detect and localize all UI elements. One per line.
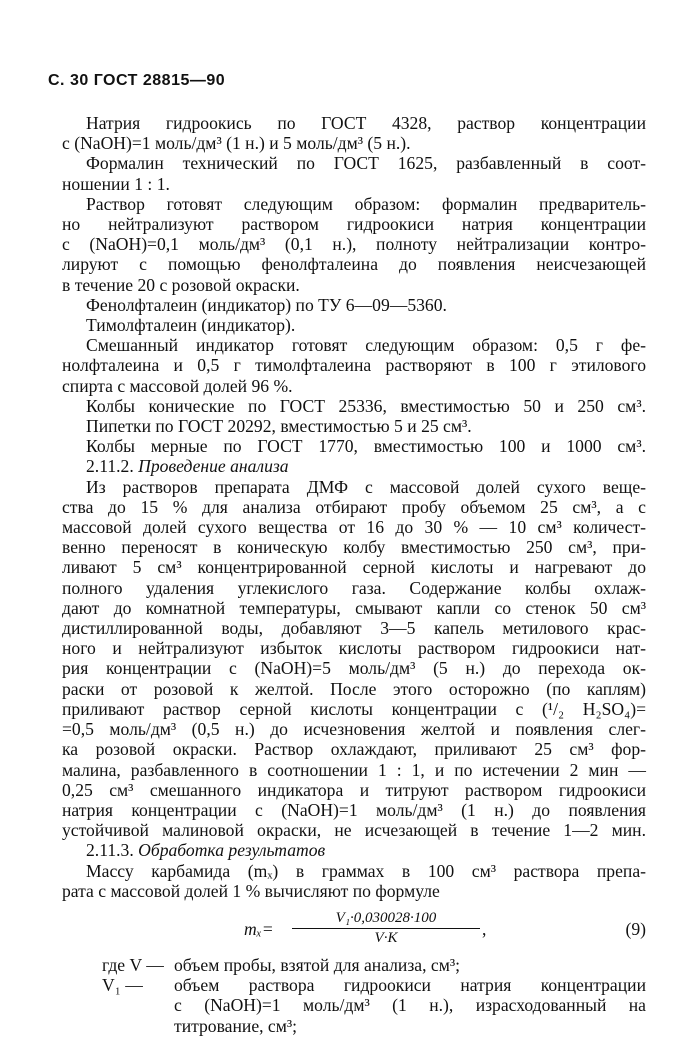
text-line bbox=[62, 840, 646, 860]
legend-text: объем раствора гидроокиси натрия концентрации bbox=[174, 975, 646, 996]
page-header: С. 30 ГОСТ 28815—90 bbox=[48, 72, 226, 89]
text-line: в течение 20 с розовой окраски. bbox=[62, 274, 300, 295]
text-line: рия концентрации c (NaOH)=5 моль/дм³ (5 н.) до перехода ок- bbox=[62, 658, 646, 679]
formula-lhs: mₓ= bbox=[244, 918, 274, 939]
text-line: Натрия гидроокись по ГОСТ 4328, раствор концентрации bbox=[86, 113, 646, 133]
legend-text: c (NaOH)=1 моль/дм³ (1 н.), израсходованный на bbox=[174, 995, 646, 1016]
text-line: дистиллированной воды, добавляют 3—5 капель метилового крас- bbox=[62, 618, 646, 639]
text-line: венно переносят в коническую колбу вместимостью 250 см³, при- bbox=[62, 537, 646, 558]
text-line: ка розовой окраски. Раствор охлаждают, приливают 25 см³ фор- bbox=[62, 739, 646, 760]
text-line: массовой долей сухого вещества от 16 до 30 % — 10 см³ количест- bbox=[62, 517, 646, 538]
text-line: Колбы конические по ГОСТ 25336, вместимостью 50 и 250 см³. bbox=[86, 395, 646, 416]
text-line: приливают раствор серной кислоты концентрации c (¹/₂ H₂SO₄)= bbox=[62, 698, 646, 719]
legend-symbol: где V — bbox=[102, 954, 164, 975]
legend-symbol: V₁ — bbox=[102, 975, 143, 996]
text-line: спирта с массовой долей 96 %. bbox=[62, 375, 293, 396]
formula-9 bbox=[62, 903, 646, 955]
text-line: ношении 1 : 1. bbox=[62, 173, 170, 194]
legend-text: объем пробы, взятой для анализа, см³; bbox=[174, 954, 461, 975]
legend-line bbox=[62, 995, 646, 1015]
text-line: Тимолфталеин (индикатор). bbox=[86, 315, 296, 336]
text-line: 0,25 см³ смешанного индикатора и титруют раствором гидроокиси bbox=[62, 779, 646, 800]
legend-line bbox=[62, 1016, 646, 1036]
text-line: устойчивой малиновой окраски, не исчезающей в течение 1—2 мин. bbox=[62, 820, 646, 841]
section-title: Проведение анализа bbox=[138, 456, 289, 477]
text-line: рата с массовой долей 1 % вычисляют по формуле bbox=[62, 880, 440, 901]
text-line: Массу карбамида (mₓ) в граммах в 100 см³ раствора препа- bbox=[86, 860, 646, 881]
text-lines bbox=[62, 113, 646, 901]
text-line: Пипетки по ГОСТ 20292, вместимостью 5 и 25 см³. bbox=[86, 416, 472, 437]
text-line: дают до комнатной температуры, смывают капли со стенок 50 см³ bbox=[62, 597, 646, 618]
text-line: Фенолфталеин (индикатор) по ТУ 6—09—5360. bbox=[86, 294, 447, 315]
text-line: полного удаления углекислого газа. Содержание колбы охлаж- bbox=[62, 577, 646, 598]
text-line: ного и нейтрализуют избыток кислоты раствором гидроокиси нат- bbox=[62, 638, 646, 659]
formula-comma: , bbox=[482, 918, 487, 939]
section-number: 2.11.2. bbox=[86, 456, 139, 477]
legend-line bbox=[62, 975, 646, 995]
section-title: Обработка результатов bbox=[138, 840, 326, 861]
text-line: Формалин технический по ГОСТ 1625, разбавленный в соот- bbox=[86, 153, 646, 174]
text-line: c (NaOH)=0,1 моль/дм³ (0,1 н.), полноту нейтрализации контро- bbox=[62, 234, 646, 255]
text-line: =0,5 моль/дм³ (0,5 н.) до исчезновения желтой и появления слег- bbox=[62, 719, 646, 740]
legend-text: титрование, см³; bbox=[174, 1015, 298, 1036]
text-line bbox=[62, 456, 646, 476]
text-line: Колбы мерные по ГОСТ 1770, вместимостью 100 и 1000 см³. bbox=[86, 436, 646, 457]
text-line: малина, разбавленного в соотношении 1 : 1, и по истечении 2 мин — bbox=[62, 759, 646, 780]
formula-numerator: V₁·0,030028·100 bbox=[292, 909, 480, 929]
text-line: ства до 15 % для анализа отбирают пробу объемом 25 см³, а с bbox=[62, 496, 646, 517]
text-line: раски от розовой к желтой. После этого осторожно (по каплям) bbox=[62, 678, 646, 699]
legend-line bbox=[62, 955, 646, 975]
text-line: лируют с помощью фенолфталеина до появления неисчезающей bbox=[62, 254, 646, 275]
text-line: c (NaOH)=1 моль/дм³ (1 н.) и 5 моль/дм³ (5 н.). bbox=[62, 133, 411, 154]
formula-fraction bbox=[292, 909, 480, 947]
document-body bbox=[62, 113, 646, 1036]
formula-denominator: V·K bbox=[374, 929, 398, 946]
section-number: 2.11.3. bbox=[86, 840, 139, 861]
formula-legend bbox=[62, 955, 646, 1036]
text-line: Раствор готовят следующим образом: формалин предваритель- bbox=[86, 193, 646, 214]
text-line: ливают 5 см³ концентрированной серной кислоты и нагревают до bbox=[62, 557, 646, 578]
text-line: Из растворов препарата ДМФ с массовой долей сухого веще- bbox=[86, 476, 646, 497]
text-line: натрия концентрации c (NaOH)=1 моль/дм³ (1 н.) до появления bbox=[62, 799, 646, 820]
text-line: но нейтрализуют раствором гидроокиси натрия концентрации bbox=[62, 214, 646, 235]
text-line: нолфталеина и 0,5 г тимолфталеина растворяют в 100 г этилового bbox=[62, 355, 646, 376]
formula-number: (9) bbox=[625, 918, 646, 939]
text-line: Смешанный индикатор готовят следующим образом: 0,5 г фе- bbox=[86, 335, 646, 356]
